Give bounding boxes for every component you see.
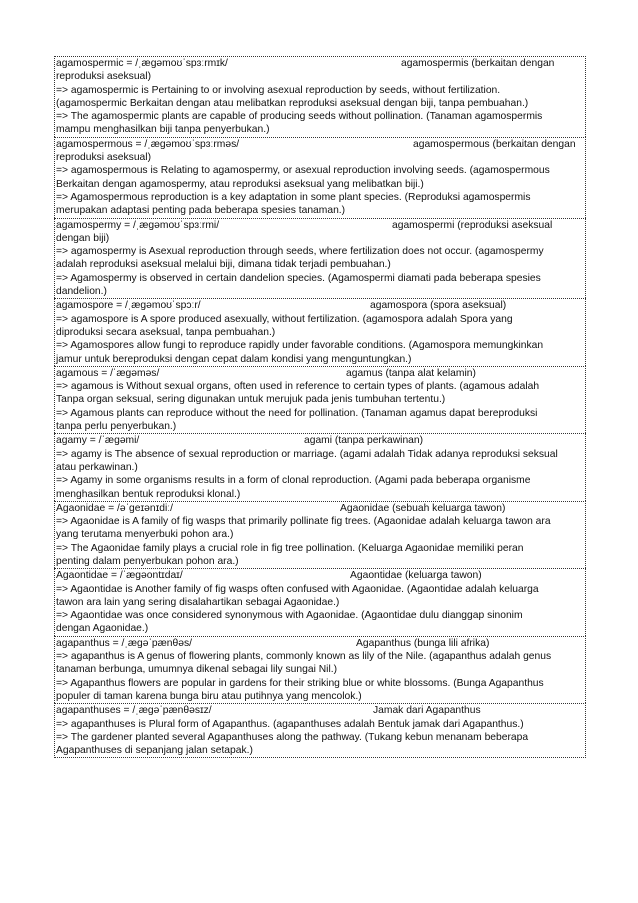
entry-translation: Agaontidae (keluarga tawon) xyxy=(350,570,482,582)
entry-text-line: penting dalam penyerbukan pohon ara.) xyxy=(56,555,239,567)
entry-text-line: => Agamospermous reproduction is a key adaptation in some plant species. (Reproduksi agamospermis xyxy=(56,191,531,203)
entry-headline xyxy=(56,138,584,151)
entry-text-line: tawon ara lain yang sering disalahartikan sebagai Agaonidae.) xyxy=(56,596,340,608)
entry-translation: Agapanthus (bunga lili afrika) xyxy=(356,637,490,649)
entry-text-line: => The agamospermic plants are capable of producing seeds without pollination. (Tanaman agamospermis xyxy=(56,111,543,123)
entry-text-line: => Agaontidae is Another family of fig wasps often confused with Agaonidae. (Agaontidae adalah keluarga xyxy=(56,583,539,595)
entry-text-line: diproduksi secara aseksual, tanpa pembuahan.) xyxy=(56,326,276,338)
entry-text-line: => The gardener planted several Agapanthuses along the pathway. (Tukang kebun menanam beberapa xyxy=(56,731,529,743)
entry-text-line: adalah reproduksi aseksual melalui biji, dimana tidak terjadi pembuahan.) xyxy=(56,259,391,271)
dictionary-entry xyxy=(54,218,586,299)
entry-text-line: => Agamospores allow fungi to reproduce rapidly under favorable conditions. (Agamospora memungkinkan xyxy=(56,340,544,352)
dictionary-page xyxy=(54,56,586,758)
entry-text-line: mampu menghasilkan biji tanpa penyerbukan.) xyxy=(56,124,270,136)
entry-text-line: atau perkawinan.) xyxy=(56,461,138,473)
entry-translation: agamus (tanpa alat kelamin) xyxy=(346,367,476,379)
entry-headword: agamy = /ˈæɡəmi/ xyxy=(56,435,140,447)
entry-text-line: merupakan adaptasi penting pada beberapa spesies tanaman.) xyxy=(56,205,346,217)
entry-text-line: => Agamospermy is observed in certain dandelion species. (Agamospermi diamati pada beberapa spesies xyxy=(56,272,541,284)
entry-translation: agamospermi (reproduksi aseksual xyxy=(392,219,553,231)
entry-headword: Agaontidae = /ˈæɡəontɪdaɪ/ xyxy=(56,570,183,582)
dictionary-entry xyxy=(54,636,586,703)
entry-headline xyxy=(56,219,584,232)
entry-headline xyxy=(56,502,584,515)
entry-text-line: tanpa perlu penyerbukan.) xyxy=(56,421,177,433)
entry-translation: Agaonidae (sebuah keluarga tawon) xyxy=(340,502,506,514)
entry-text-line: => The Agaonidae family plays a crucial role in fig tree pollination. (Keluarga Agaonidae memiliki peran xyxy=(56,542,524,554)
entry-headword: agamospermous = /ˌæɡəmoʊˈspɜːrməs/ xyxy=(56,138,240,150)
dictionary-entry xyxy=(54,703,586,758)
entry-translation: agami (tanpa perkawinan) xyxy=(304,435,424,447)
entry-headline xyxy=(56,569,584,582)
entry-text-line: dengan biji) xyxy=(56,232,110,244)
entry-headword: agapanthuses = /ˌæɡəˈpænθəsɪz/ xyxy=(56,705,212,717)
entry-text-line: menghasilkan bentuk reproduksi klonal.) xyxy=(56,488,241,500)
entry-headword: agamous = /ˈæɡəməs/ xyxy=(56,367,160,379)
entry-text-line: populer di taman karena bunga biru atau putihnya yang mencolok.) xyxy=(56,690,362,702)
entry-text-line: => agamous is Without sexual organs, often used in reference to certain types of plants. (agamous adalah xyxy=(56,381,540,393)
entry-text-line: => Agamous plants can reproduce without the need for pollination. (Tanaman agamus dapat bereproduksi xyxy=(56,407,538,419)
entry-text-line: => Agapanthus flowers are popular in gardens for their striking blue or white blossoms. (Bunga Agapanthus xyxy=(56,677,544,689)
entry-text-line: => agamospermy is Asexual reproduction through seeds, where fertilization does not occur. (agamospermy xyxy=(56,246,544,258)
dictionary-entry xyxy=(54,501,586,568)
entry-text-line: => agapanthuses is Plural form of Agapanthus. (agapanthuses adalah Bentuk jamak dari Agapanthus.) xyxy=(56,718,524,730)
entry-text-line: => agamy is The absence of sexual reproduction or marriage. (agami adalah Tidak adanya reproduksi seksual xyxy=(56,448,558,460)
entry-translation: agamospermous (berkaitan dengan xyxy=(413,138,576,150)
dictionary-entry xyxy=(54,568,586,635)
entry-text-line: reproduksi aseksual) xyxy=(56,71,152,83)
entry-headline xyxy=(56,434,584,447)
dictionary-entry xyxy=(54,366,586,433)
dictionary-entry xyxy=(54,137,586,218)
entry-text-line: dandelion.) xyxy=(56,286,107,298)
entry-text-line: dengan Agaonidae.) xyxy=(56,623,149,635)
entry-text-line: => agamospermous is Relating to agamospermy, or asexual reproduction involving seeds. (agamospermous xyxy=(56,165,550,177)
dictionary-entry xyxy=(54,433,586,500)
entry-headword: agamospermic = /ˌæɡəmoʊˈspɜːrmɪk/ xyxy=(56,58,228,69)
entry-text-line: => Agaontidae was once considered synonymous with Agaonidae. (Agaontidae dulu dianggap sinonim xyxy=(56,610,523,622)
entry-headword: agapanthus = /ˌæɡəˈpænθəs/ xyxy=(56,637,192,649)
entry-headline xyxy=(56,637,584,650)
dictionary-entry xyxy=(54,298,586,365)
entry-text-line: Agapanthuses di sepanjang jalan setapak.) xyxy=(56,745,253,757)
entry-text-line: reproduksi aseksual) xyxy=(56,152,152,164)
entry-text-line: => Agaonidae is A family of fig wasps that primarily pollinate fig trees. (Agaonidae adalah keluarga tawon ara xyxy=(56,516,551,528)
entry-text-line: Berkaitan dengan agamospermy, atau reproduksi aseksual yang melibatkan biji.) xyxy=(56,178,424,190)
entry-headword: Agaonidae = /əˈɡeɪənɪdiː/ xyxy=(56,502,173,514)
entry-text-line: => Agamy in some organisms results in a form of clonal reproduction. (Agami pada beberapa organisme xyxy=(56,475,531,487)
entry-translation: agamospora (spora aseksual) xyxy=(370,300,507,312)
entry-translation: Jamak dari Agapanthus xyxy=(373,705,481,717)
entry-text-line: => agapanthus is A genus of flowering plants, commonly known as lily of the Nile. (agapanthus adalah genus xyxy=(56,651,552,663)
dictionary-entry xyxy=(54,56,586,137)
entry-text-line: => agamospore is A spore produced asexually, without fertilization. (agamospora adalah Spora yang xyxy=(56,313,513,325)
entry-text-line: (agamospermic Berkaitan dengan atau melibatkan reproduksi aseksual dengan biji, tanpa pembuahan.) xyxy=(56,97,529,109)
entry-text-line: => agamospermic is Pertaining to or involving asexual reproduction by seeds, without fertilization. xyxy=(56,84,501,96)
entry-headline xyxy=(56,57,584,70)
entry-headline xyxy=(56,704,584,717)
entry-headline xyxy=(56,299,584,312)
entry-headword: agamospermy = /ˌæɡəmoʊˈspɜːrmi/ xyxy=(56,219,220,231)
entry-text-line: jamur untuk bereproduksi dengan cepat dalam kondisi yang menguntungkan.) xyxy=(56,353,412,365)
entry-text-line: tanaman berbunga, umumnya dikenal sebagai lily sungai Nil.) xyxy=(56,664,338,676)
entry-translation: agamospermis (berkaitan dengan xyxy=(401,58,555,69)
entry-headword: agamospore = /ˌæɡəmoʊˈspɔːr/ xyxy=(56,300,201,312)
entry-text-line: Tanpa organ seksual, sering digunakan untuk merujuk pada jenis tumbuhan tertentu.) xyxy=(56,394,446,406)
entry-text-line: yang terutama menyerbuki pohon ara.) xyxy=(56,529,234,541)
entry-headline xyxy=(56,367,584,380)
